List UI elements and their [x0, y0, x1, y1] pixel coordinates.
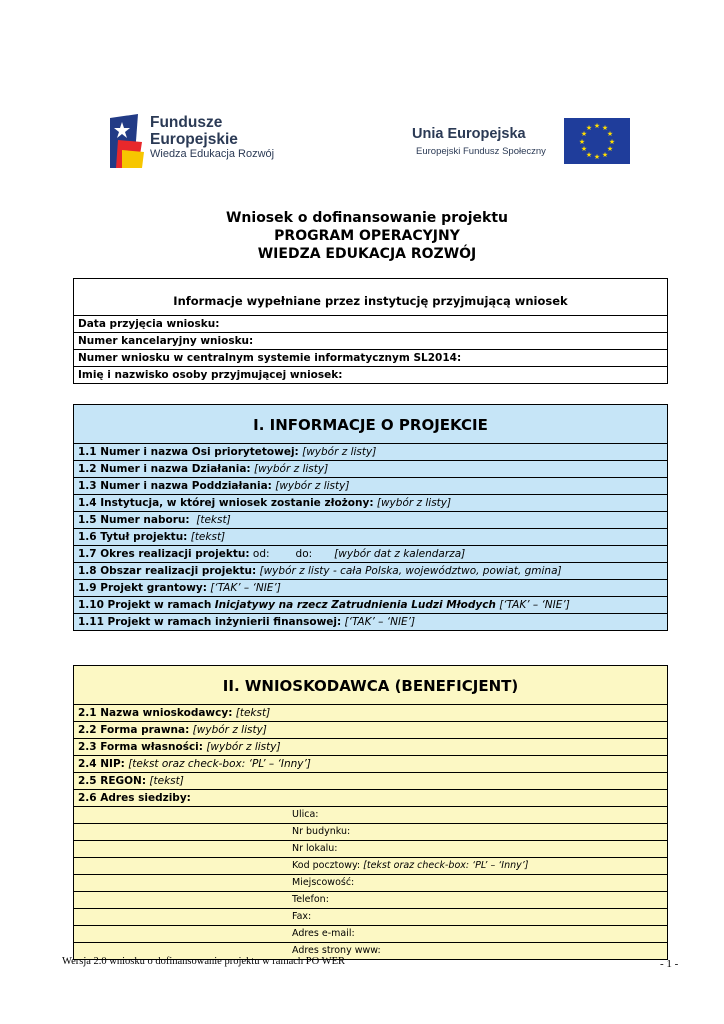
intake-row-person[interactable]: Imię i nazwisko osoby przyjmującej wniosek:	[74, 366, 667, 383]
ue-title: Unia Europejska	[412, 126, 526, 142]
title-line3: WIEDZA EDUKACJA ROZWÓJ	[257, 246, 477, 262]
unia-europejska-logo	[412, 118, 632, 166]
field-1-8[interactable]: 1.8 Obszar realizacji projektu: [wybór z listy - cała Polska, województwo, powiat, gmina]	[74, 562, 667, 579]
eu-flag-icon	[564, 118, 630, 164]
svg-text:★: ★	[606, 145, 614, 153]
title-line1: Wniosek o dofinansowanie projektu	[225, 210, 508, 226]
svg-text:★: ★	[585, 151, 593, 159]
svg-text:★: ★	[593, 122, 601, 130]
fe-title-line2: Europejskie	[150, 131, 238, 148]
svg-text:★: ★	[606, 130, 614, 138]
svg-text:★: ★	[578, 138, 586, 146]
page-number: - 1 -	[660, 958, 679, 970]
field-1-7[interactable]: 1.7 Okres realizacji projektu: od: do: [wybór dat z kalendarza]	[74, 545, 667, 562]
field-2-2[interactable]: 2.2 Forma prawna: [wybór z listy]	[74, 721, 667, 738]
fe-subtitle: Wiedza Edukacja Rozwój	[150, 148, 275, 160]
field-1-3[interactable]: 1.3 Numer i nazwa Poddziałania: [wybór z listy]	[74, 477, 667, 494]
svg-text:★: ★	[601, 151, 609, 159]
address-postal-code[interactable]: Kod pocztowy: [tekst oraz check-box: ‘PL’ – ‘Inny’]	[74, 857, 667, 874]
field-2-1[interactable]: 2.1 Nazwa wnioskodawcy: [tekst]	[74, 704, 667, 721]
fundusze-europejskie-logo	[108, 112, 278, 172]
field-2-4[interactable]: 2.4 NIP: [tekst oraz check-box: ‘PL’ – ‘Inny’]	[74, 755, 667, 772]
fe-star-icon	[108, 112, 144, 170]
svg-text:★: ★	[580, 145, 588, 153]
intake-row-sl2014[interactable]: Numer wniosku w centralnym systemie informatycznym SL2014:	[74, 349, 667, 366]
field-1-6[interactable]: 1.6 Tytuł projektu: [tekst]	[74, 528, 667, 545]
field-1-5[interactable]: 1.5 Numer naboru: [tekst]	[74, 511, 667, 528]
address-website[interactable]: Adres strony www:	[74, 942, 667, 959]
section1-table	[73, 404, 668, 631]
field-2-5[interactable]: 2.5 REGON: [tekst]	[74, 772, 667, 789]
field-2-3[interactable]: 2.3 Forma własności: [wybór z listy]	[74, 738, 667, 755]
intake-table	[73, 278, 668, 384]
address-email[interactable]: Adres e-mail:	[74, 925, 667, 942]
field-1-9[interactable]: 1.9 Projekt grantowy: [‘TAK’ – ‘NIE’]	[74, 579, 667, 596]
intake-row-date[interactable]: Data przyjęcia wniosku:	[74, 315, 667, 332]
address-building-number[interactable]: Nr budynku:	[74, 823, 667, 840]
footer-text: Wersja 2.0 wniosku o dofinansowanie projektu w ramach PO WER	[62, 956, 345, 967]
field-1-2[interactable]: 1.2 Numer i nazwa Działania: [wybór z listy]	[74, 460, 667, 477]
document-title	[0, 209, 724, 263]
svg-text:★: ★	[608, 138, 616, 146]
address-unit-number[interactable]: Nr lokalu:	[74, 840, 667, 857]
address-city[interactable]: Miejscowość:	[74, 874, 667, 891]
field-1-11[interactable]: 1.11 Projekt w ramach inżynierii finansowej: [‘TAK’ – ‘NIE’]	[74, 613, 667, 630]
section2-table	[73, 665, 668, 960]
field-2-6: 2.6 Adres siedziby:	[74, 789, 667, 806]
intake-row-number[interactable]: Numer kancelaryjny wniosku:	[74, 332, 667, 349]
field-1-1[interactable]: 1.1 Numer i nazwa Osi priorytetowej: [wybór z listy]	[74, 443, 667, 460]
svg-text:★: ★	[593, 153, 601, 161]
svg-text:★: ★	[580, 130, 588, 138]
svg-text:★: ★	[601, 124, 609, 132]
intake-header: Informacje wypełniane przez instytucję przyjmującą wniosek	[173, 294, 568, 308]
title-line2: PROGRAM OPERACYJNY	[274, 228, 460, 244]
address-fax[interactable]: Fax:	[74, 908, 667, 925]
field-1-4[interactable]: 1.4 Instytucja, w której wniosek zostanie złożony: [wybór z listy]	[74, 494, 667, 511]
ue-subtitle: Europejski Fundusz Społeczny	[416, 146, 546, 157]
address-phone[interactable]: Telefon:	[74, 891, 667, 908]
svg-text:★: ★	[585, 124, 593, 132]
field-1-10[interactable]: 1.10 Projekt w ramach Inicjatywy na rzecz Zatrudnienia Ludzi Młodych [‘TAK’ – ‘NIE’]	[74, 596, 667, 613]
section2-header: II. WNIOSKODAWCA (BENEFICJENT)	[222, 677, 519, 695]
fe-title-line1: Fundusze	[150, 114, 223, 131]
section1-header: I. INFORMACJE O PROJEKCIE	[253, 416, 488, 434]
address-street[interactable]: Ulica:	[74, 806, 667, 823]
